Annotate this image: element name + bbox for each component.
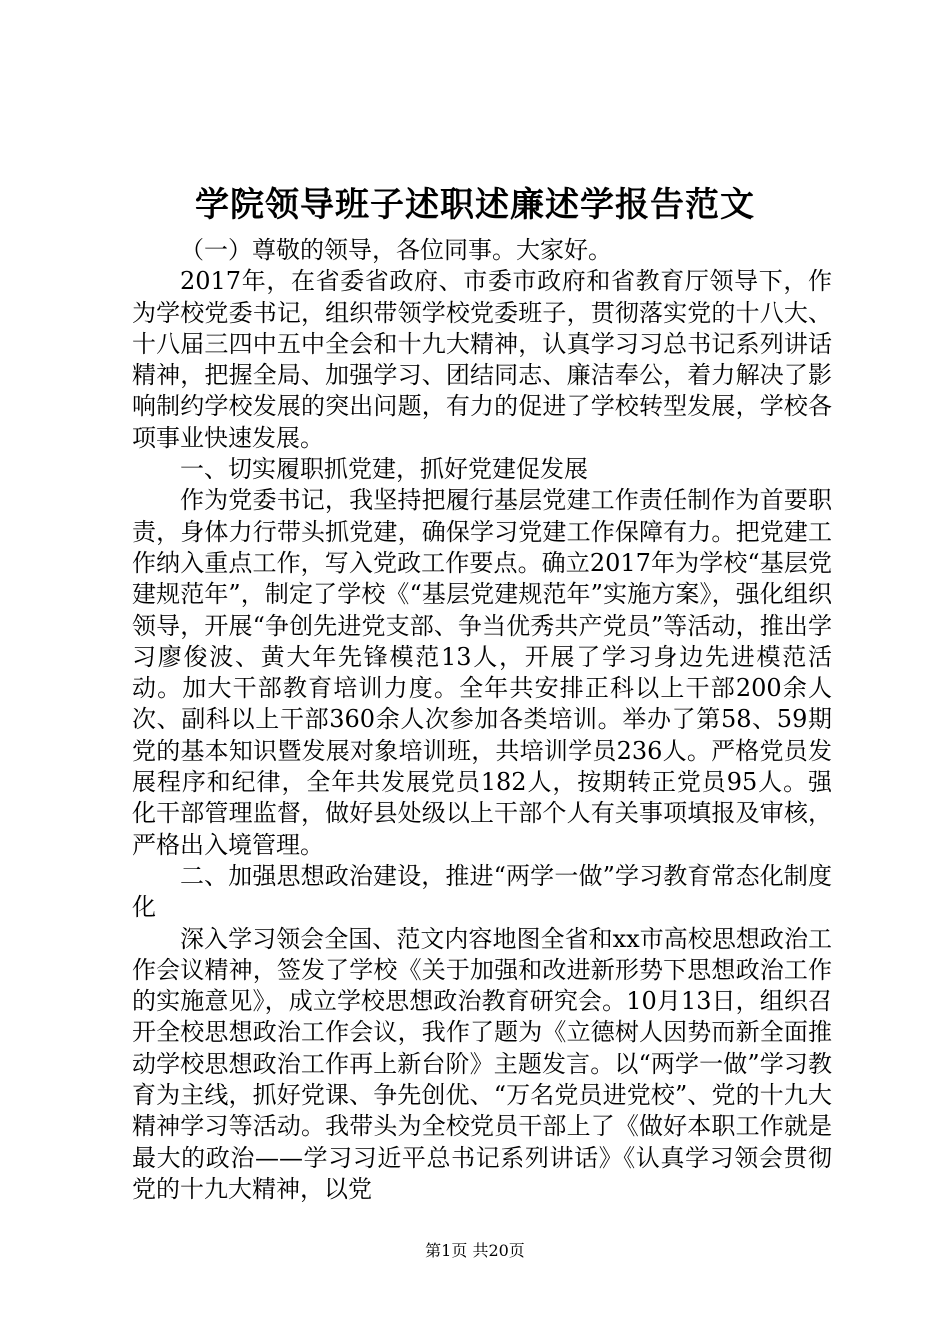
paragraph-section-2: 深入学习领会全国、范文内容地图全省和xx市高校思想政治工作会议精神，签发了学校《关于加强和改进新形势下思想政治工作的实施意见》，成立学校思想政治教育研究会。10月13日，组织召开全校思想政治工作会议，我作了题为《立德树人因势而新全面推动学校思想政治工作再上新台阶》主题发言。以“两学一做”学习教育为主线，抓好党课、争先创优、“万名党员进党校”、党的十九大精神学习等活动。我带头为全校党员干部上了《做好本职工作就是最大的政治——学习习近平总书记系列讲话》《认真学习领会贯彻党的十九大精神，以党: [132, 924, 832, 1203]
page-number-footer: 第1页 共20页: [425, 1241, 525, 1260]
document-title: 学院领导班子述职述廉述学报告范文: [195, 185, 755, 225]
section-heading-2: 二、加强思想政治建设，推进“两学一做”学习教育常态化制度化: [132, 861, 832, 922]
section-heading-1: 一、切实履职抓党建，抓好党建促发展: [180, 455, 588, 484]
paragraph-section-1: 作为党委书记，我坚持把履行基层党建工作责任制作为首要职责，身体力行带头抓党建，确保学习党建工作保障有力。把党建工作纳入重点工作，写入党政工作要点。确立2017年为学校“基层党建规范年”，制定了学校《“基层党建规范年”实施方案》，强化组织领导，开展“争创先进党支部、争当优秀共产党员”等活动，推出学习廖俊波、黄大年先锋模范13人，开展了学习身边先进模范活动。加大干部教育培训力度。全年共安排正科以上干部200余人次、副科以上干部360余人次参加各类培训。举办了第58、59期党的基本知识暨发展对象培训班，共培训学员236人。严格党员发展程序和纪律，全年共发展党员182人，按期转正党员95人。强化干部管理监督，做好县处级以上干部个人有关事项填报及审核，严格出入境管理。: [132, 486, 832, 859]
paragraph-greeting: （一）尊敬的领导，各位同事。大家好。: [180, 236, 612, 264]
paragraph-intro: 2017年，在省委省政府、市委市政府和省教育厅领导下，作为学校党委书记，组织带领学校党委班子，贯彻落实党的十八大、十八届三四中五中全会和十九大精神，认真学习习总书记系列讲话精神，把握全局、加强学习、团结同志、廉洁奉公，着力解决了影响制约学校发展的突出问题，有力的促进了学校转型发展，学校各项事业快速发展。: [132, 267, 832, 452]
document-body: [132, 235, 832, 1205]
